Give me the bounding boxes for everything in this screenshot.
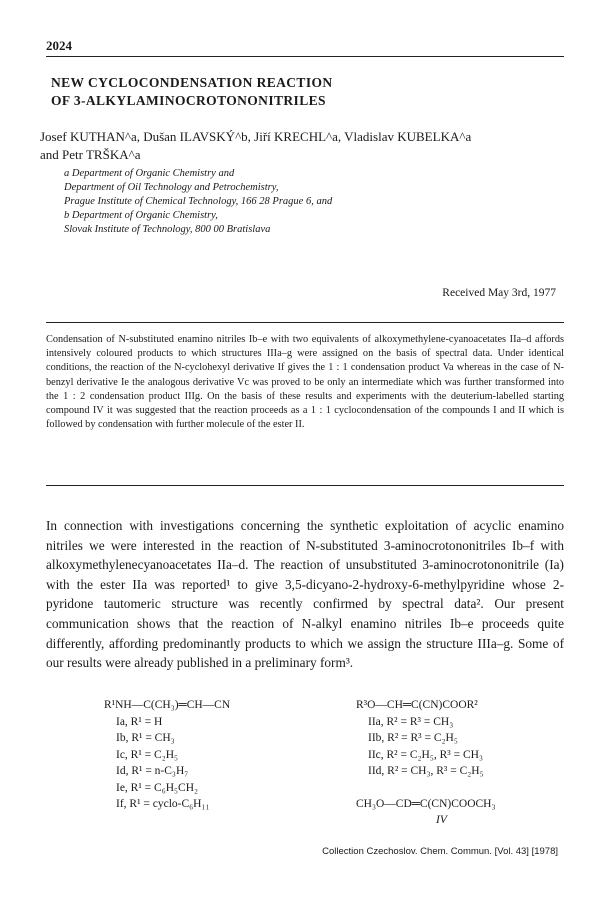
formula-i: R¹NH—C(CH₃)═CH—CN	[104, 699, 231, 711]
authors-line-1: Josef KUTHAN^a, Dušan ILAVSKÝ^b, Jiří KRECHL^a, Vladislav KUBELKA^a	[40, 129, 472, 144]
compound-row: IIb, R² = R³ = C₂H₅	[368, 732, 458, 744]
compound-series-ii	[356, 697, 495, 829]
journal-footer: Collection Czechoslov. Chem. Commun. [Vol. 43] [1978]	[322, 846, 558, 857]
compound-iv-label: IV	[436, 814, 447, 826]
affiliation-line: Slovak Institute of Technology, 800 00 Bratislava	[64, 224, 271, 235]
abstract-bottom-rule	[46, 485, 564, 486]
affiliation-line: b Department of Organic Chemistry,	[64, 210, 218, 221]
article-title	[51, 74, 333, 110]
author-list	[40, 128, 471, 164]
affiliations	[64, 167, 332, 237]
compound-row: IIa, R² = R³ = CH₃	[368, 715, 454, 728]
header-rule	[46, 56, 564, 57]
compound-row: Id, R¹ = n-C₃H₇	[116, 765, 189, 777]
compound-row: Ic, R¹ = C₂H₅	[116, 748, 179, 761]
received-date: Received May 3rd, 1977	[442, 287, 556, 299]
compound-row: If, R¹ = cyclo-C₆H₁₁	[116, 798, 210, 810]
authors-line-2: and Petr TRŠKA^a	[40, 147, 141, 162]
abstract-text: Condensation of N-substituted enamino nitriles Ib–e with two equivalents of alkoxymethylene-cyanoacetates IIa–d affords intensively coloured products to which structures IIIa–g were assigned on the basis of spectral data. Under identical conditions, the reaction of the N-cyclohexyl derivative If gives the 1 : 1 condensation product Va whereas in the case of N-benzyl derivative Ie the analogous derivative Vc was proved to be only an intermediate which was further transformed into the 1 : 2 condensation product IIIg. On the basis of these results and experiments with the deuterium-labelled starting compound IV it was suggested that the reaction proceeds as a 1 : 1 cyclocondensation of the compounds I and II which is followed by condensation with further molecule of the ester II.	[46, 334, 564, 431]
abstract-top-rule	[46, 322, 564, 323]
compound-series-i	[104, 697, 230, 813]
compound-row: Ia, R¹ = H	[116, 715, 163, 728]
compound-row: IId, R² = CH₃, R³ = C₂H₅	[368, 765, 484, 777]
title-line-2: OF 3-ALKYLAMINOCROTONONITRILES	[51, 93, 326, 108]
spacer	[356, 780, 495, 796]
affiliation-line: Prague Institute of Chemical Technology, 166 28 Prague 6, and	[64, 196, 333, 207]
compound-row: IIc, R² = C₂H₅, R³ = CH₃	[368, 748, 483, 761]
compound-row: Ie, R¹ = C₆H₅CH₂	[116, 781, 199, 794]
affiliation-line: a Department of Organic Chemistry and	[64, 168, 235, 179]
body-paragraph: In connection with investigations concerning the synthetic exploitation of acyclic enamino nitriles we were interested in the reaction of N-substituted 3-aminocrotononitriles Ib–f with alkoxymethylenecyanoacetates IIa–d. The reaction of unsubstituted 3-aminocrotononitrile (Ia) with the ester IIa was reported¹ to give 3,5-dicyano-2-hydroxy-6-methylpyridine whose 2-pyridone tautomeric structure was recently confirmed by spectral data². Our present communication shows that the reaction of N-alkyl enamino nitriles Ib–e proceeds quite differently, affording predominantly products to which we assign the structure IIIa–g. Some of our results were already published in a preliminary form³.	[46, 518, 564, 671]
formula-ii: R³O—CH═C(CN)COOR²	[356, 699, 478, 711]
compound-row: Ib, R¹ = CH₃	[116, 732, 175, 744]
title-line-1: NEW CYCLOCONDENSATION REACTION	[51, 75, 333, 90]
formula-iv: CH₃O—CD═C(CN)COOCH₃	[356, 797, 496, 810]
page-number: 2024	[46, 38, 72, 53]
affiliation-line: Department of Oil Technology and Petrochemistry,	[64, 182, 279, 193]
